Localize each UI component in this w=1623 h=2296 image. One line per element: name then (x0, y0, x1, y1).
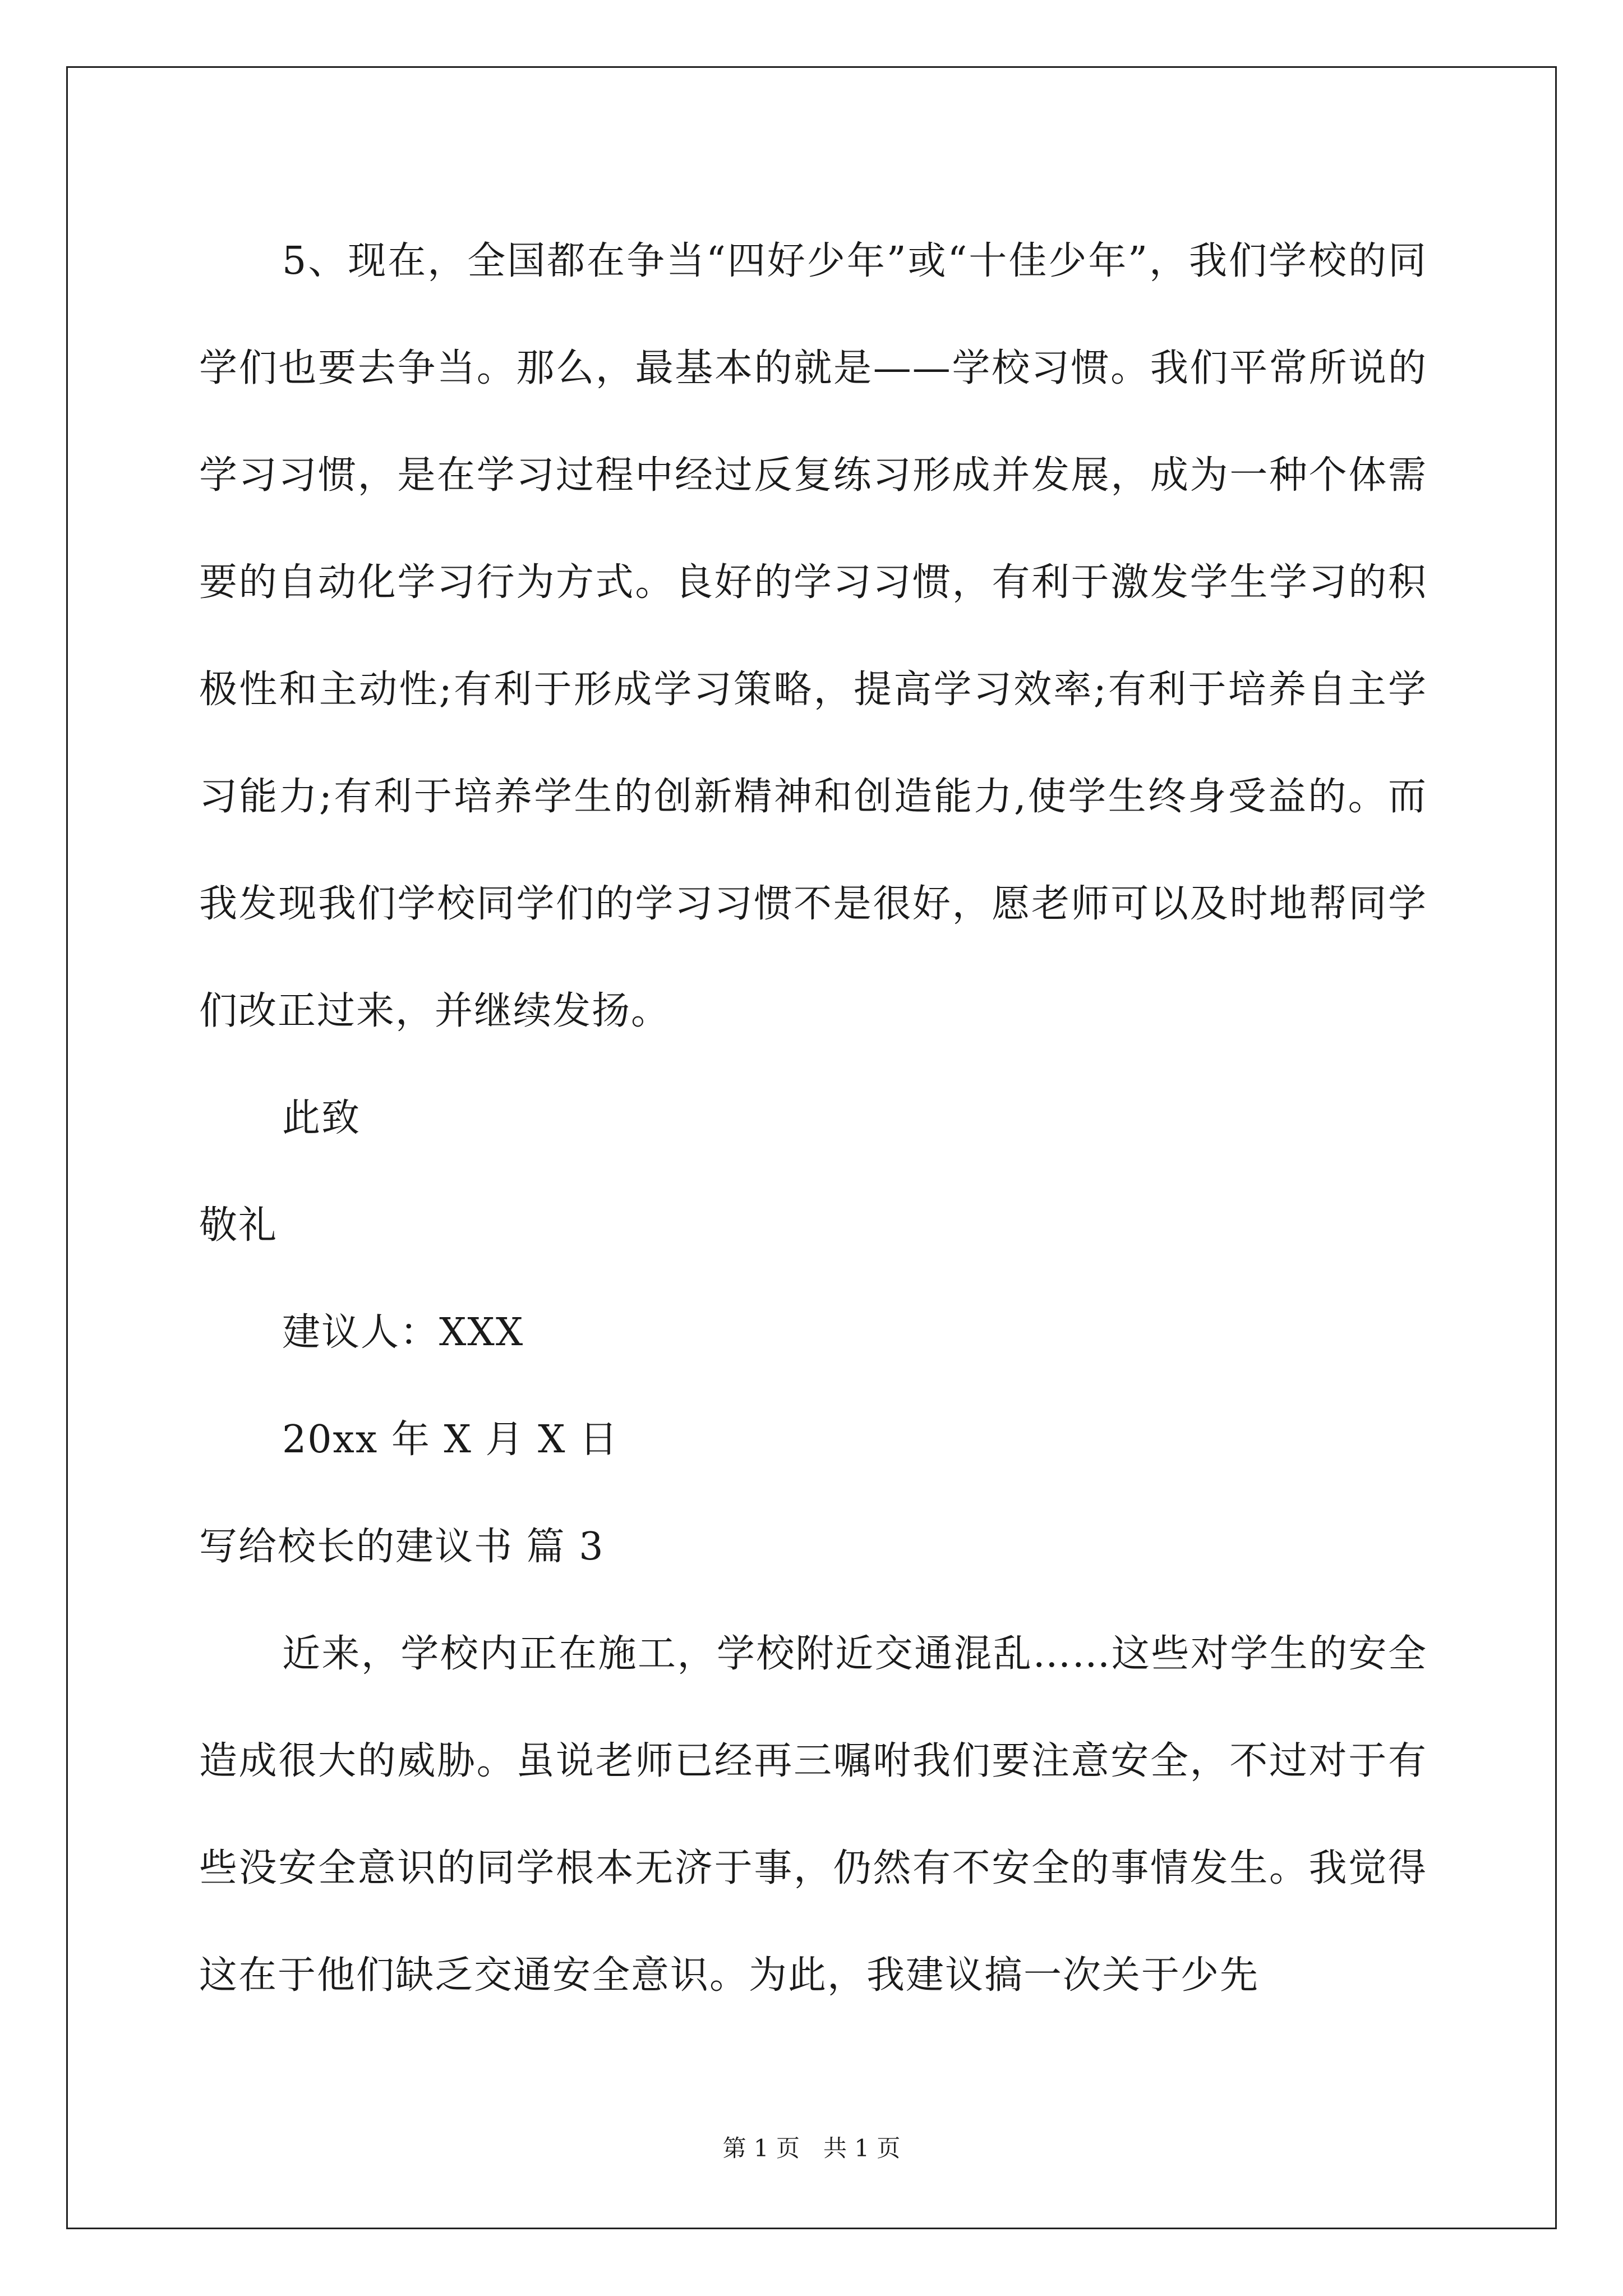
closing-regards: 敬礼 (199, 1203, 278, 1248)
section-heading: 写给校长的建议书 篇 3 (199, 1525, 605, 1569)
paragraph-safety: 近来，学校内正在施工，学校附近交通混乱……这些对学生的安全造成很大的威胁。虽说老师已经再三嘱咐我们要注意安全，不过对于有些没安全意识的同学根本无济于事，仍然有不安全的事情发生。我觉得这在于他们缺乏交通安全意识。为此，我建议搞一次关于少先 (199, 1632, 1427, 1998)
page-footer: 第 1 页 共 1 页 (722, 2134, 901, 2162)
signature-proposer: 建议人：XXX (282, 1310, 524, 1355)
document-body (199, 208, 1427, 2029)
signature-date: 20xx 年 X 月 X 日 (282, 1418, 619, 1462)
paragraph-habits: 5、现在，全国都在争当“四好少年”或“十佳少年”，我们学校的同学们也要去争当。那么，最基本的就是——学校习惯。我们平常所说的学习习惯，是在学习过程中经过反复练习形成并发展，成为一种个体需要的自动化学习行为方式。良好的学习习惯，有利于激发学生学习的积极性和主动性;有利于形成学习策略，提高学习效率;有利于培养自主学习能力;有利于培养学生的创新精神和创造能力,使学生终身受益的。而我发现我们学校同学们的学习习惯不是很好，愿老师可以及时地帮同学们改正过来，并继续发扬。 (199, 239, 1427, 1033)
closing-salutation: 此致 (282, 1096, 361, 1140)
